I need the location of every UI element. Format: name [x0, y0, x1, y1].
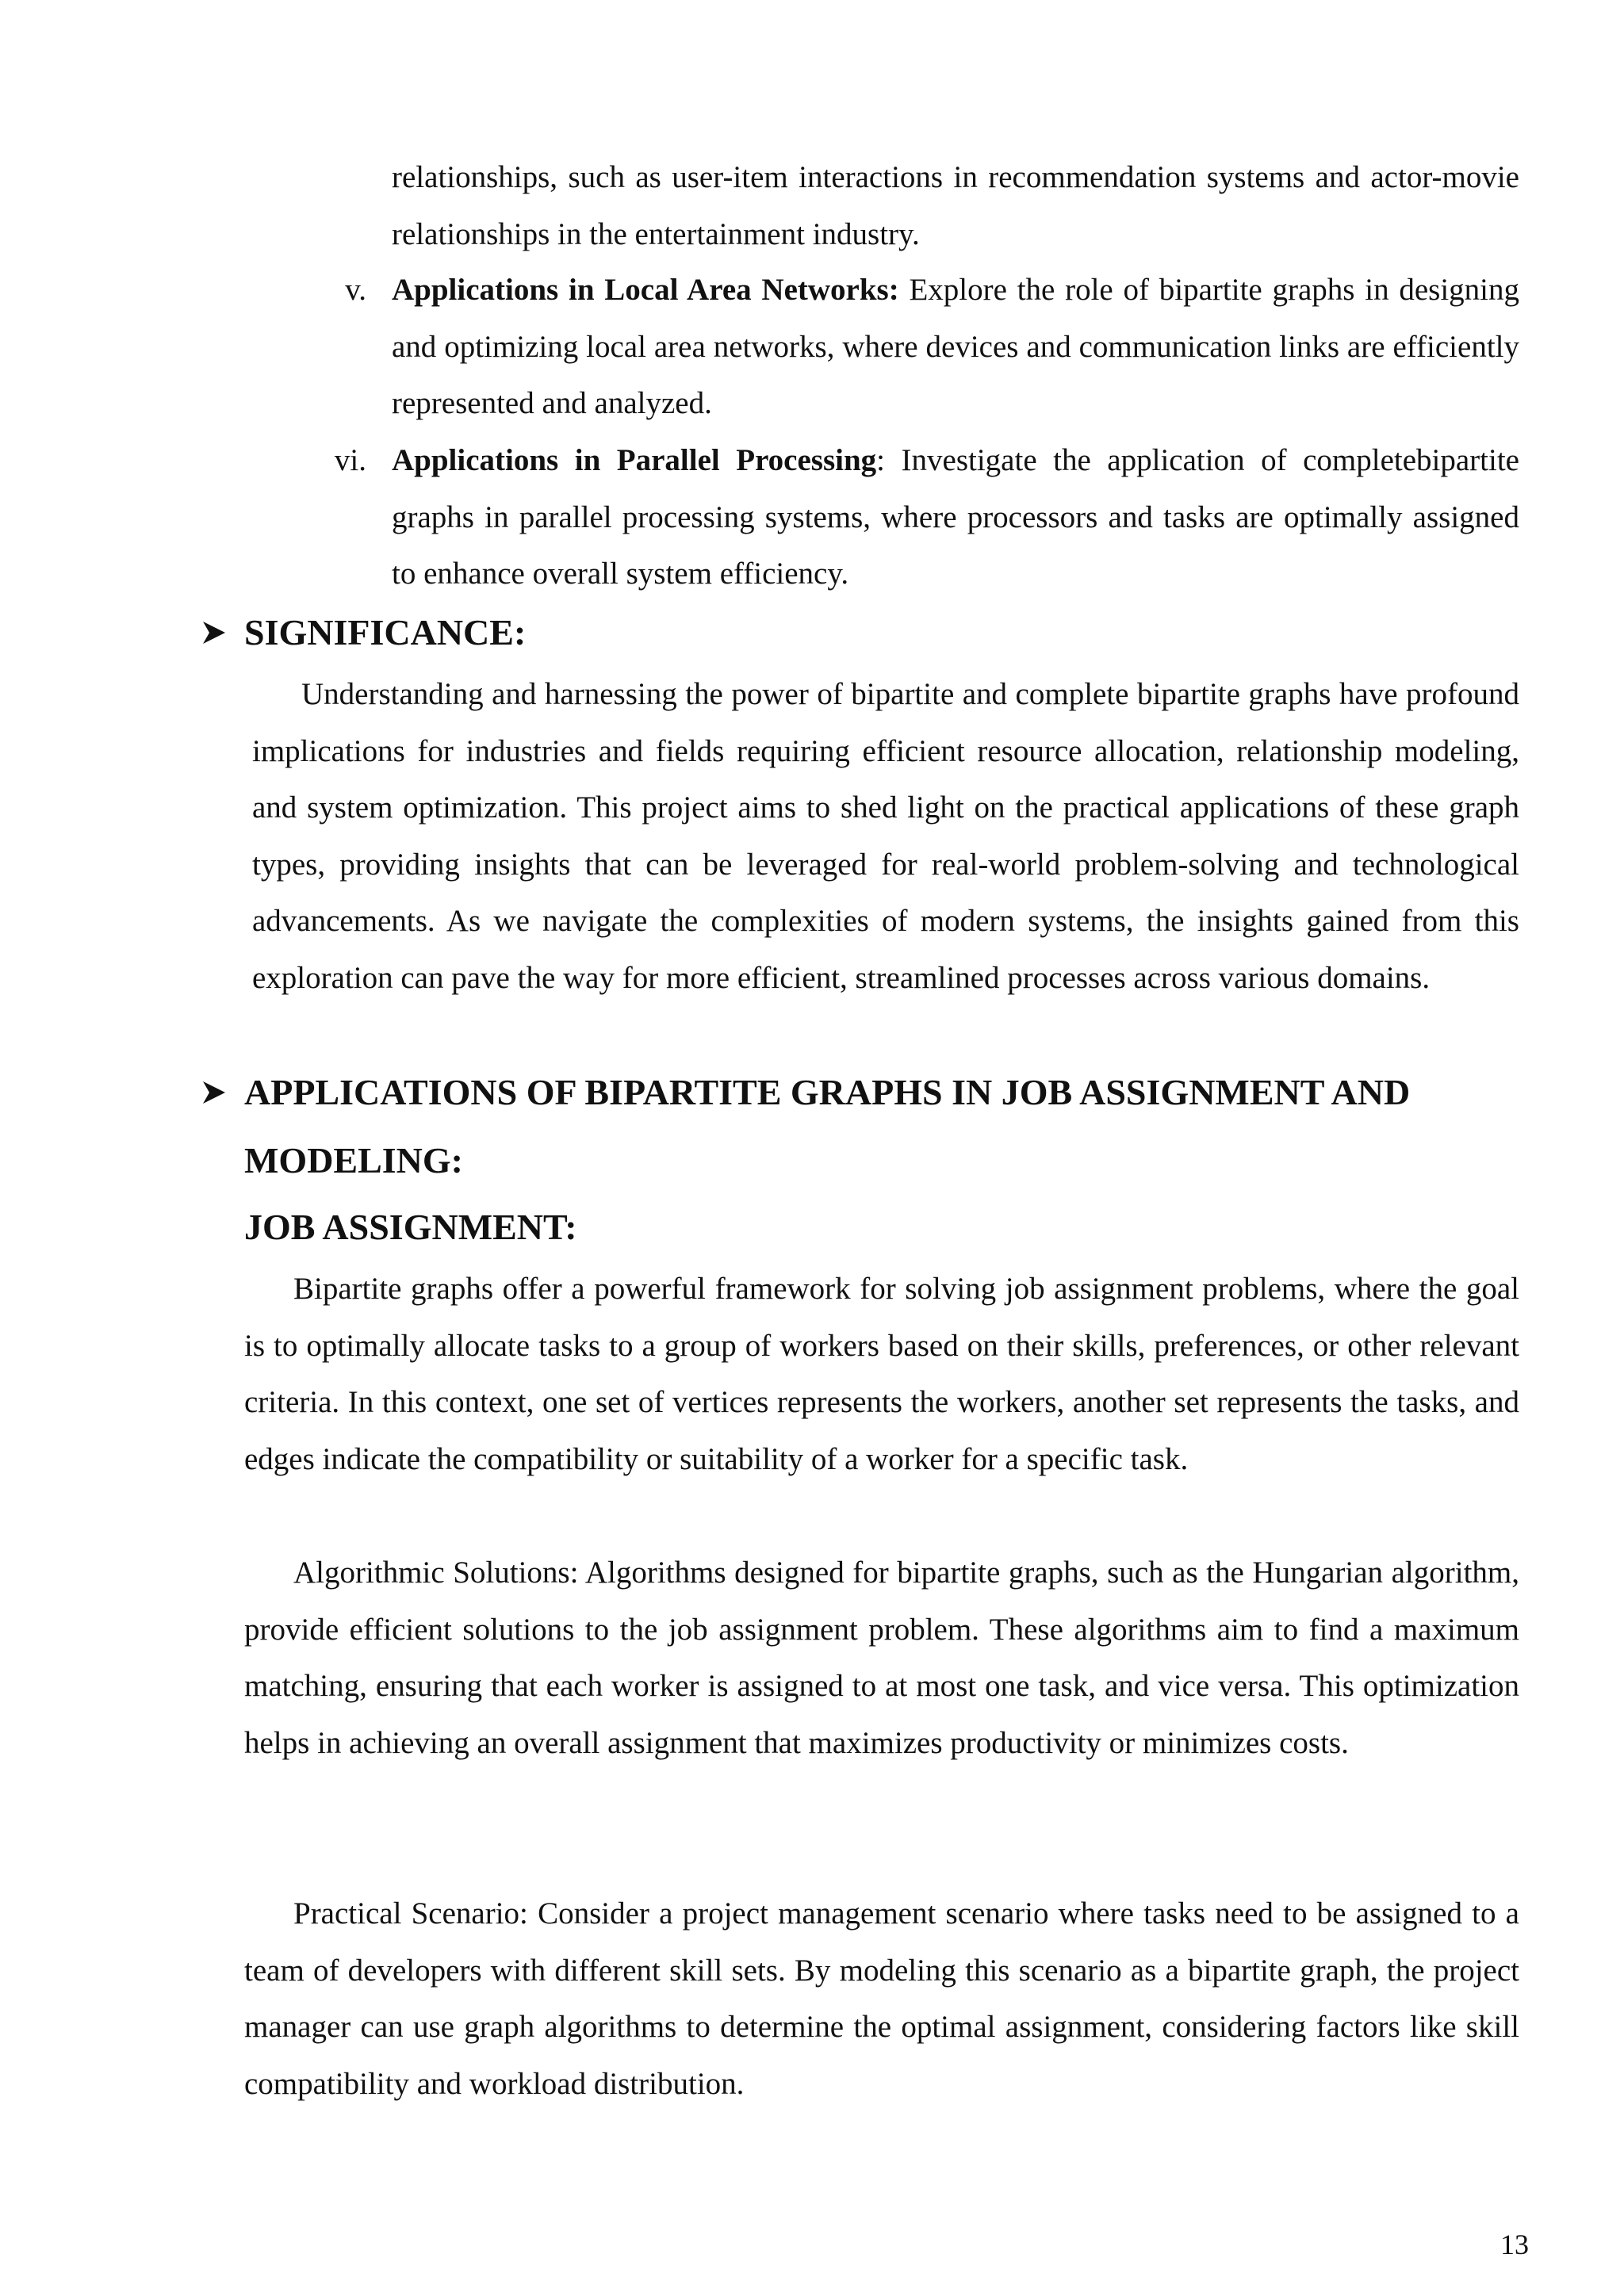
job-assignment-subheading: JOB ASSIGNMENT:	[244, 1207, 577, 1247]
practical-scenario-paragraph: Practical Scenario: Consider a project management scenario where tasks need to be assigned to a team of developers with different skill sets. By modeling this scenario as a bipartite graph, the project manager can use graph algorithms to determine the optimal assignment, considering factors like skill compatibility and workload distribution.	[244, 1896, 1519, 2101]
list-item-body	[392, 432, 1519, 603]
arrow-bullet-icon	[198, 1077, 230, 1108]
list-item-vi	[295, 432, 1519, 603]
list-item-number: v.	[345, 273, 366, 307]
algorithmic-solutions-paragraph: Algorithmic Solutions: Algorithms designed for bipartite graphs, such as the Hungarian algorithm, provide efficient solutions to the job assignment problem. These algorithms aim to find a maximum matching, ensuring that each worker is assigned to at most one task, and vice versa. This optimization helps in achieving an overall assignment that maximizes productivity or minimizes costs.	[244, 1556, 1519, 1760]
applications-heading: APPLICATIONS OF BIPARTITE GRAPHS IN JOB ASSIGNMENT AND	[244, 1072, 1411, 1112]
list-item-title: Applications in Parallel Processing	[392, 443, 877, 477]
list-item-text: Explore the role of bipartite graphs in designing and optimizing local area networks, where devices and communication links are efficiently represented and analyzed.	[392, 273, 1519, 420]
continuation-paragraph: relationships, such as user-item interactions in recommendation systems and actor-movie relationships in the entertainment industry.	[392, 160, 1519, 251]
list-item-text: : Investigate the application of completebipartite graphs in parallel processing systems, where processors and tasks are optimally assigned to enhance overall system efficiency.	[392, 443, 1519, 591]
list-item-v	[295, 262, 1519, 432]
job-assignment-paragraph: Bipartite graphs offer a powerful framework for solving job assignment problems, where the goal is to optimally allocate tasks to a group of workers based on their skills, preferences, or other relevant criteria. In this context, one set of vertices represents the workers, another set represents the tasks, and edges indicate the compatibility or suitability of a worker for a specific task.	[244, 1272, 1519, 1476]
list-item-title: Applications in Local Area Networks:	[392, 273, 899, 307]
page-number: 13	[1500, 2229, 1529, 2260]
list-item-number: vi.	[334, 443, 366, 477]
arrow-bullet-icon	[198, 617, 230, 649]
significance-heading: SIGNIFICANCE:	[244, 612, 527, 652]
list-item-body	[392, 262, 1519, 432]
significance-paragraph: Understanding and harnessing the power of bipartite and complete bipartite graphs have profound implications for industries and fields requiring efficient resource allocation, relationship modeling, and system optimization. This project aims to shed light on the practical applications of these graph types, providing insights that can be leveraged for real-world problem-solving and technological advancements. As we navigate the complexities of modern systems, the insights gained from this exploration can pave the way for more efficient, streamlined processes across various domains.	[252, 677, 1519, 995]
applications-heading-cont: MODELING:	[244, 1140, 463, 1181]
